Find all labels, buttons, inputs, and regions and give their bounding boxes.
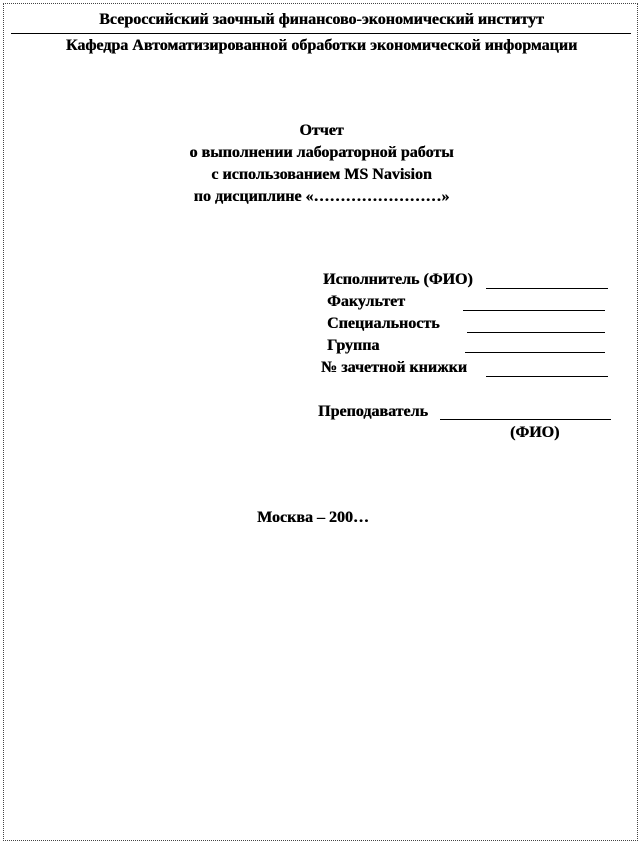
- report-title: Отчет: [299, 122, 344, 139]
- executor-blank: [486, 288, 608, 289]
- department-title: Кафедра Автоматизированной обработки экономической информации: [65, 37, 578, 54]
- report-subtitle-lab: о выполнении лабораторной работы: [189, 144, 454, 161]
- specialty-label: Специальность: [327, 315, 440, 332]
- faculty-blank: [463, 310, 605, 311]
- group-label: Группа: [327, 337, 380, 354]
- report-subtitle-discipline: по дисциплине «……………………»: [193, 188, 450, 205]
- city-year: Москва – 200…: [257, 509, 369, 526]
- executor-label: Исполнитель (ФИО): [323, 271, 473, 288]
- institute-title: Всероссийский заочный финансово-экономический институт: [99, 11, 544, 28]
- header-divider: [11, 33, 631, 34]
- teacher-label: Преподаватель: [318, 403, 428, 420]
- faculty-label: Факультет: [327, 293, 405, 310]
- report-subtitle-software: с использованием MS Navision: [211, 166, 432, 183]
- specialty-blank: [467, 332, 605, 333]
- record-book-blank: [486, 376, 608, 377]
- teacher-blank: [440, 419, 611, 420]
- record-book-label: № зачетной книжки: [321, 359, 467, 376]
- teacher-fio-hint: (ФИО): [510, 424, 560, 441]
- group-blank: [465, 352, 605, 353]
